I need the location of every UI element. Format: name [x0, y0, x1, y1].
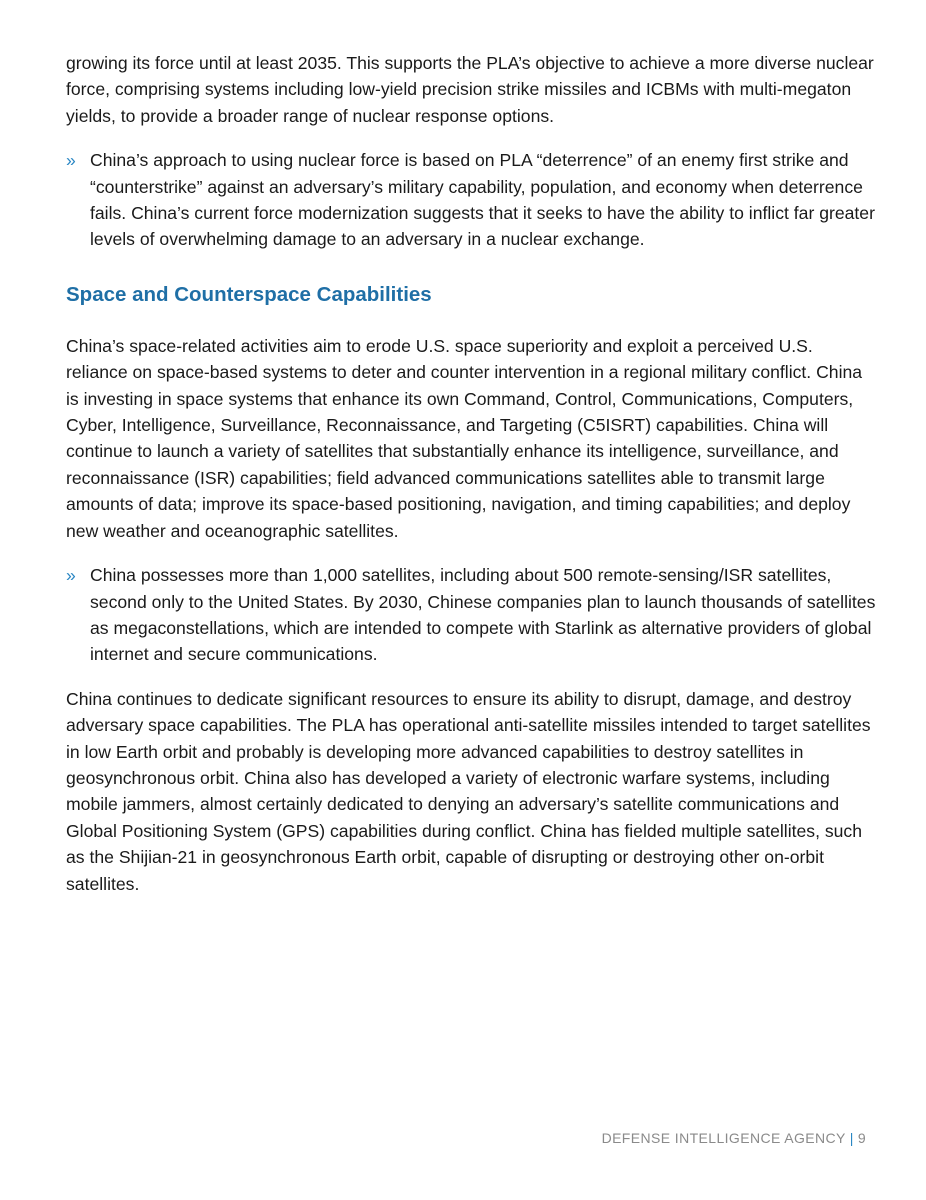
bullet-text: China’s approach to using nuclear force is based on PLA “deterrence” of an enemy first strike and “counterstrike” against an adversary’s military capability, population, and economy when deterrence fails. China’s current force modernization suggests that it seeks to have the ability to inflict far greater levels of overwhelming damage to an adversary in a nuclear exchange.	[90, 150, 875, 250]
page-footer	[602, 1130, 866, 1146]
bullet-marker-icon: »	[66, 150, 76, 171]
paragraph-space-activities: China’s space-related activities aim to erode U.S. space superiority and exploit a perceived U.S. reliance on space-based systems to deter and counter intervention in a regional military conflict. China is investing in space systems that enhance its own Command, Control, Communications, Computers, Cyber, Intelligence, Surveillance, Reconnaissance, and Targeting (C5ISRT) capabilities. China will continue to launch a variety of satellites that substantially enhance its intelligence, surveillance, and reconnaissance (ISR) capabilities; field advanced communications satellites able to transmit large amounts of data; improve its space-based positioning, navigation, and timing capabilities; and deploy new weather and oceanographic satellites.	[66, 335, 863, 541]
paragraph-counterspace: China continues to dedicate significant resources to ensure its ability to disrupt, damage, and destroy adversary space capabilities. The PLA has operational anti-satellite missiles intended to target satellites in low Earth orbit and probably is developing more advanced capabilities to destroy satellites in geosynchronous orbit. China also has developed a variety of electronic warfare systems, including mobile jammers, almost certainly dedicated to denying an adversary’s satellite communications and Global Positioning System (GPS) capabilities during conflict. China has fielded multiple satellites, such as the Shijian-21 in geosynchronous Earth orbit, capable of disrupting or destroying other on-orbit satellites.	[66, 688, 871, 894]
bullet-item-satellites	[66, 562, 876, 668]
bullet-item-nuclear-approach	[66, 147, 876, 253]
section-heading: Space and Counterspace Capabilities	[66, 282, 432, 306]
document-body	[66, 50, 876, 897]
footer-agency: DEFENSE INTELLIGENCE AGENCY	[601, 1130, 846, 1146]
footer-separator: |	[849, 1130, 854, 1146]
paragraph-nuclear-force: growing its force until at least 2035. This supports the PLA’s objective to achieve a more diverse nuclear force, comprising systems including low-yield precision strike missiles and ICBMs with multi-megaton yields, to provide a broader range of nuclear response options.	[66, 53, 874, 126]
bullet-text: China possesses more than 1,000 satellites, including about 500 remote-sensing/ISR satellites, second only to the United States. By 2030, Chinese companies plan to launch thousands of satellites as megaconstellations, which are intended to compete with Starlink as alternative providers of global internet and secure communications.	[90, 565, 876, 665]
page-number: 9	[857, 1130, 866, 1146]
bullet-marker-icon: »	[66, 565, 76, 586]
